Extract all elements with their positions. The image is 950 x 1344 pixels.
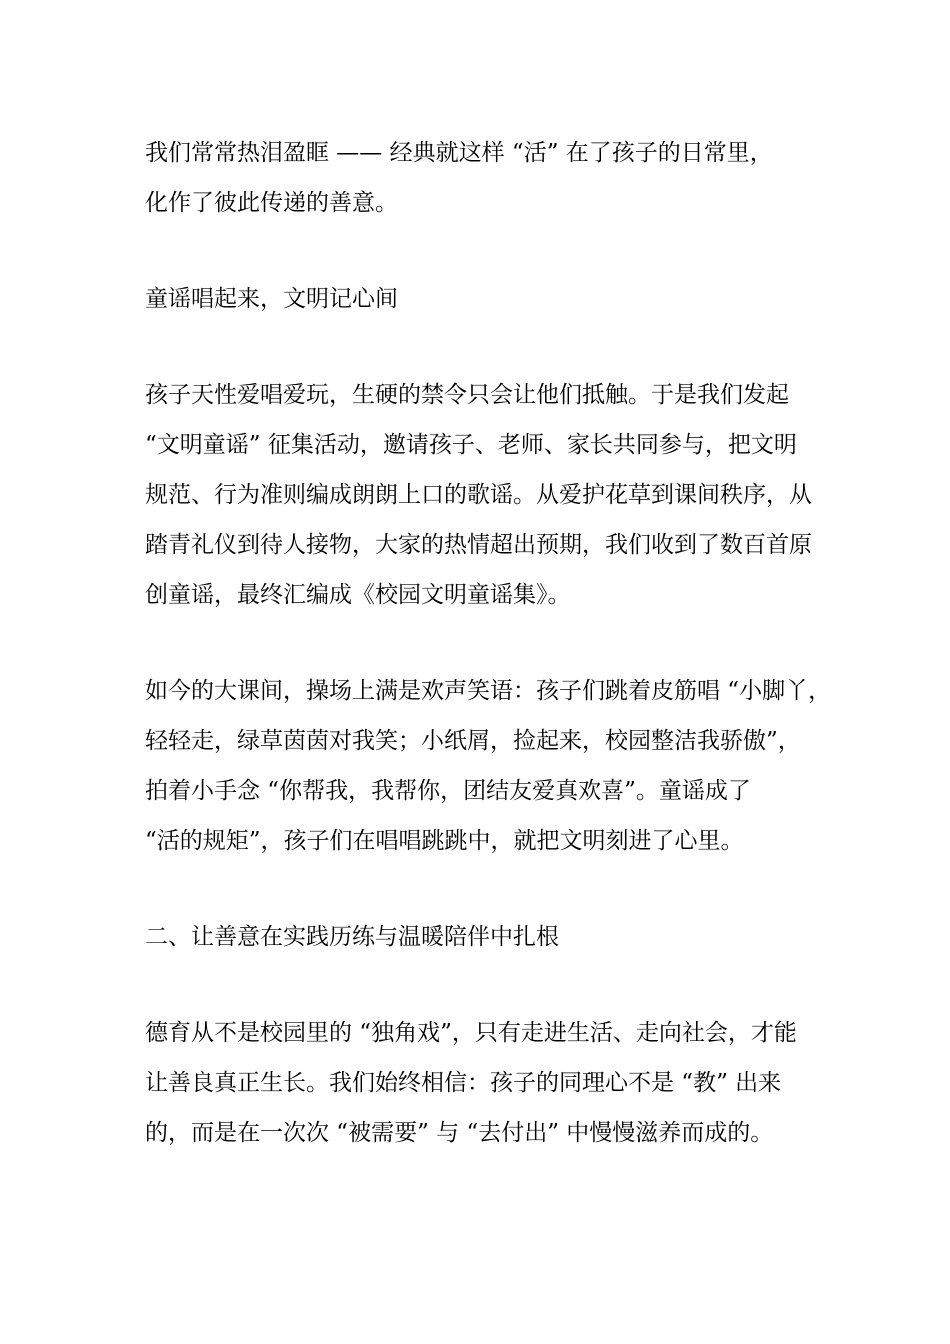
text-line: 拍着小手念 “你帮我，我帮你，团结友爱真欢喜”。童谣成了	[145, 778, 751, 804]
text-line: 轻轻走，绿草茵茵对我笑；小纸屑，捡起来，校园整洁我骄傲”，	[145, 728, 801, 754]
text-line: 踏青礼仪到待人接物，大家的热情超出预期，我们收到了数百首原	[145, 532, 812, 558]
text-line: 创童谣，最终汇编成《校园文明童谣集》。	[145, 582, 571, 608]
text-line: 德育从不是校园里的 “独角戏”，只有走进生活、走向社会，才能	[145, 1020, 797, 1046]
text-line: 规范、行为准则编成朗朗上口的歌谣。从爱护花草到课间秩序，从	[145, 482, 812, 508]
text-line: 让善良真正生长。我们始终相信：孩子的同理心不是 “教” 出来	[145, 1070, 782, 1096]
text-line: “文明童谣” 征集活动，邀请孩子、老师、家长共同参与，把文明	[145, 432, 797, 458]
section-heading-nursery-rhymes	[145, 274, 835, 324]
text-line: 的，而是在一次次 “被需要” 与 “去付出” 中慢慢滋养而成的。	[145, 1120, 774, 1146]
paragraph-rhyme-collection	[145, 370, 835, 620]
paragraph-classics-daily	[145, 128, 835, 228]
paragraph-playground	[145, 666, 835, 866]
text-line: “活的规矩”，孩子们在唱唱跳跳中，就把文明刻进了心里。	[145, 828, 744, 854]
text-line: 化作了彼此传递的善意。	[145, 190, 398, 216]
text-line: 我们常常热泪盈眶 —— 经典就这样 “活” 在了孩子的日常里，	[145, 140, 773, 166]
heading-line: 童谣唱起来，文明记心间	[145, 286, 398, 312]
heading-line: 二、让善意在实践历练与温暖陪伴中扎根	[145, 924, 559, 950]
paragraph-moral-education	[145, 1008, 835, 1158]
text-line: 如今的大课间，操场上满是欢声笑语：孩子们跳着皮筋唱 “小脚丫，	[145, 678, 832, 704]
document-page	[145, 128, 835, 1158]
section-heading-practice	[145, 912, 835, 962]
text-line: 孩子天性爱唱爱玩，生硬的禁令只会让他们抵触。于是我们发起	[145, 382, 789, 408]
